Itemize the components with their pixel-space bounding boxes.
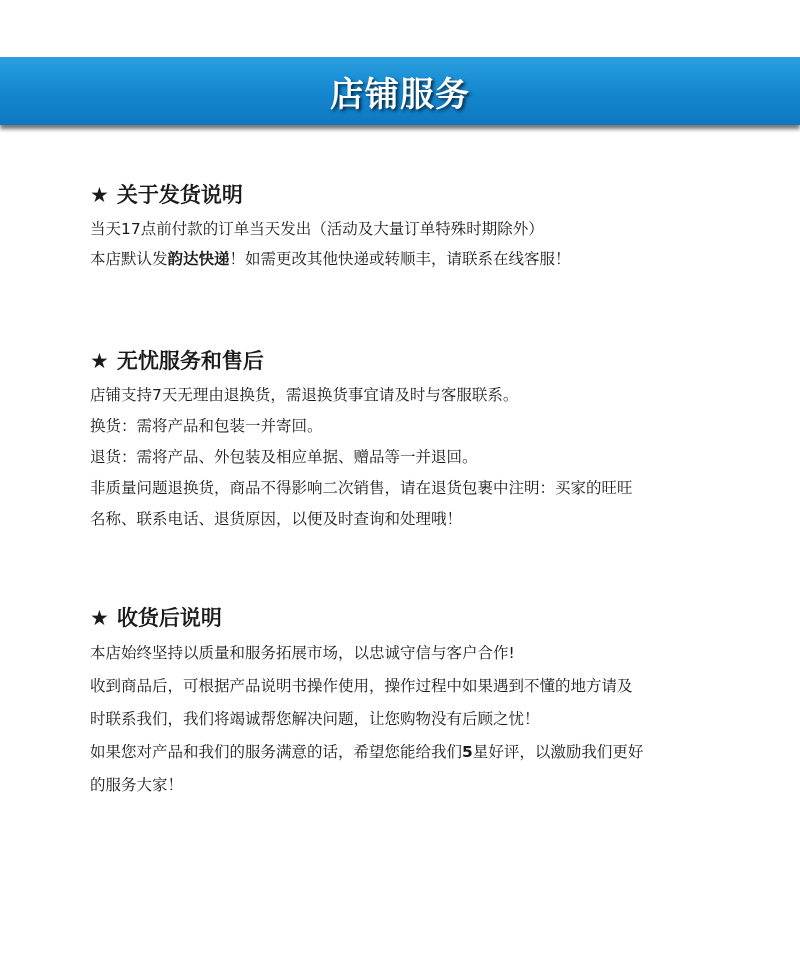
star-icon: ★ [90,606,109,630]
receipt-line-4: 如果您对产品和我们的服务满意的话，希望您能给我们5星好评，以激励我们更好 [90,743,644,761]
shipping-title: 关于发货说明 [116,183,243,207]
section-title [90,346,750,376]
after-sales-line-2: 换货：需将产品和包装一并寄回。 [90,417,323,435]
courier-name: 韵达快递 [167,250,230,268]
header-banner [0,57,800,125]
receipt-line-1: 本店始终坚持以质量和服务拓展市场，以忠诚守信与客户合作! [90,644,515,662]
page-title: 店铺服务 [330,74,470,115]
after-sales-line-1: 店铺支持7天无理由退换货，需退换货事宜请及时与客服联系。 [90,386,519,404]
star-icon: ★ [90,349,109,373]
receipt-line-5: 的服务大家！ [90,776,184,794]
after-sales-title: 无忧服务和售后 [116,349,264,373]
after-sales-section [90,346,750,535]
shipping-section [90,180,750,274]
receipt-line-2: 收到商品后，可根据产品说明书操作使用，操作过程中如果遇到不懂的地方请及 [90,677,633,695]
receipt-line-3: 时联系我们，我们将竭诚帮您解决问题，让您购物没有后顾之忧！ [90,710,540,728]
after-sales-line-3: 退货：需将产品、外包装及相应单据、赠品等一并退回。 [90,448,478,466]
after-sales-line-5: 名称、联系电话、退货原因，以便及时查询和处理哦！ [90,510,463,528]
receipt-section [90,603,750,802]
receipt-title: 收货后说明 [116,606,222,630]
star-icon: ★ [90,183,109,207]
section-title [90,603,750,633]
section-title [90,180,750,210]
shipping-line-1: 当天17点前付款的订单当天发出（活动及大量订单特殊时期除外） [90,220,544,238]
rating-stars-count: 5 [462,743,473,761]
after-sales-line-4: 非质量问题退换货，商品不得影响二次销售，请在退货包裹中注明：买家的旺旺 [90,479,633,497]
shipping-line-2: 本店默认发韵达快递！如需更改其他快递或转顺丰，请联系在线客服！ [90,250,571,268]
